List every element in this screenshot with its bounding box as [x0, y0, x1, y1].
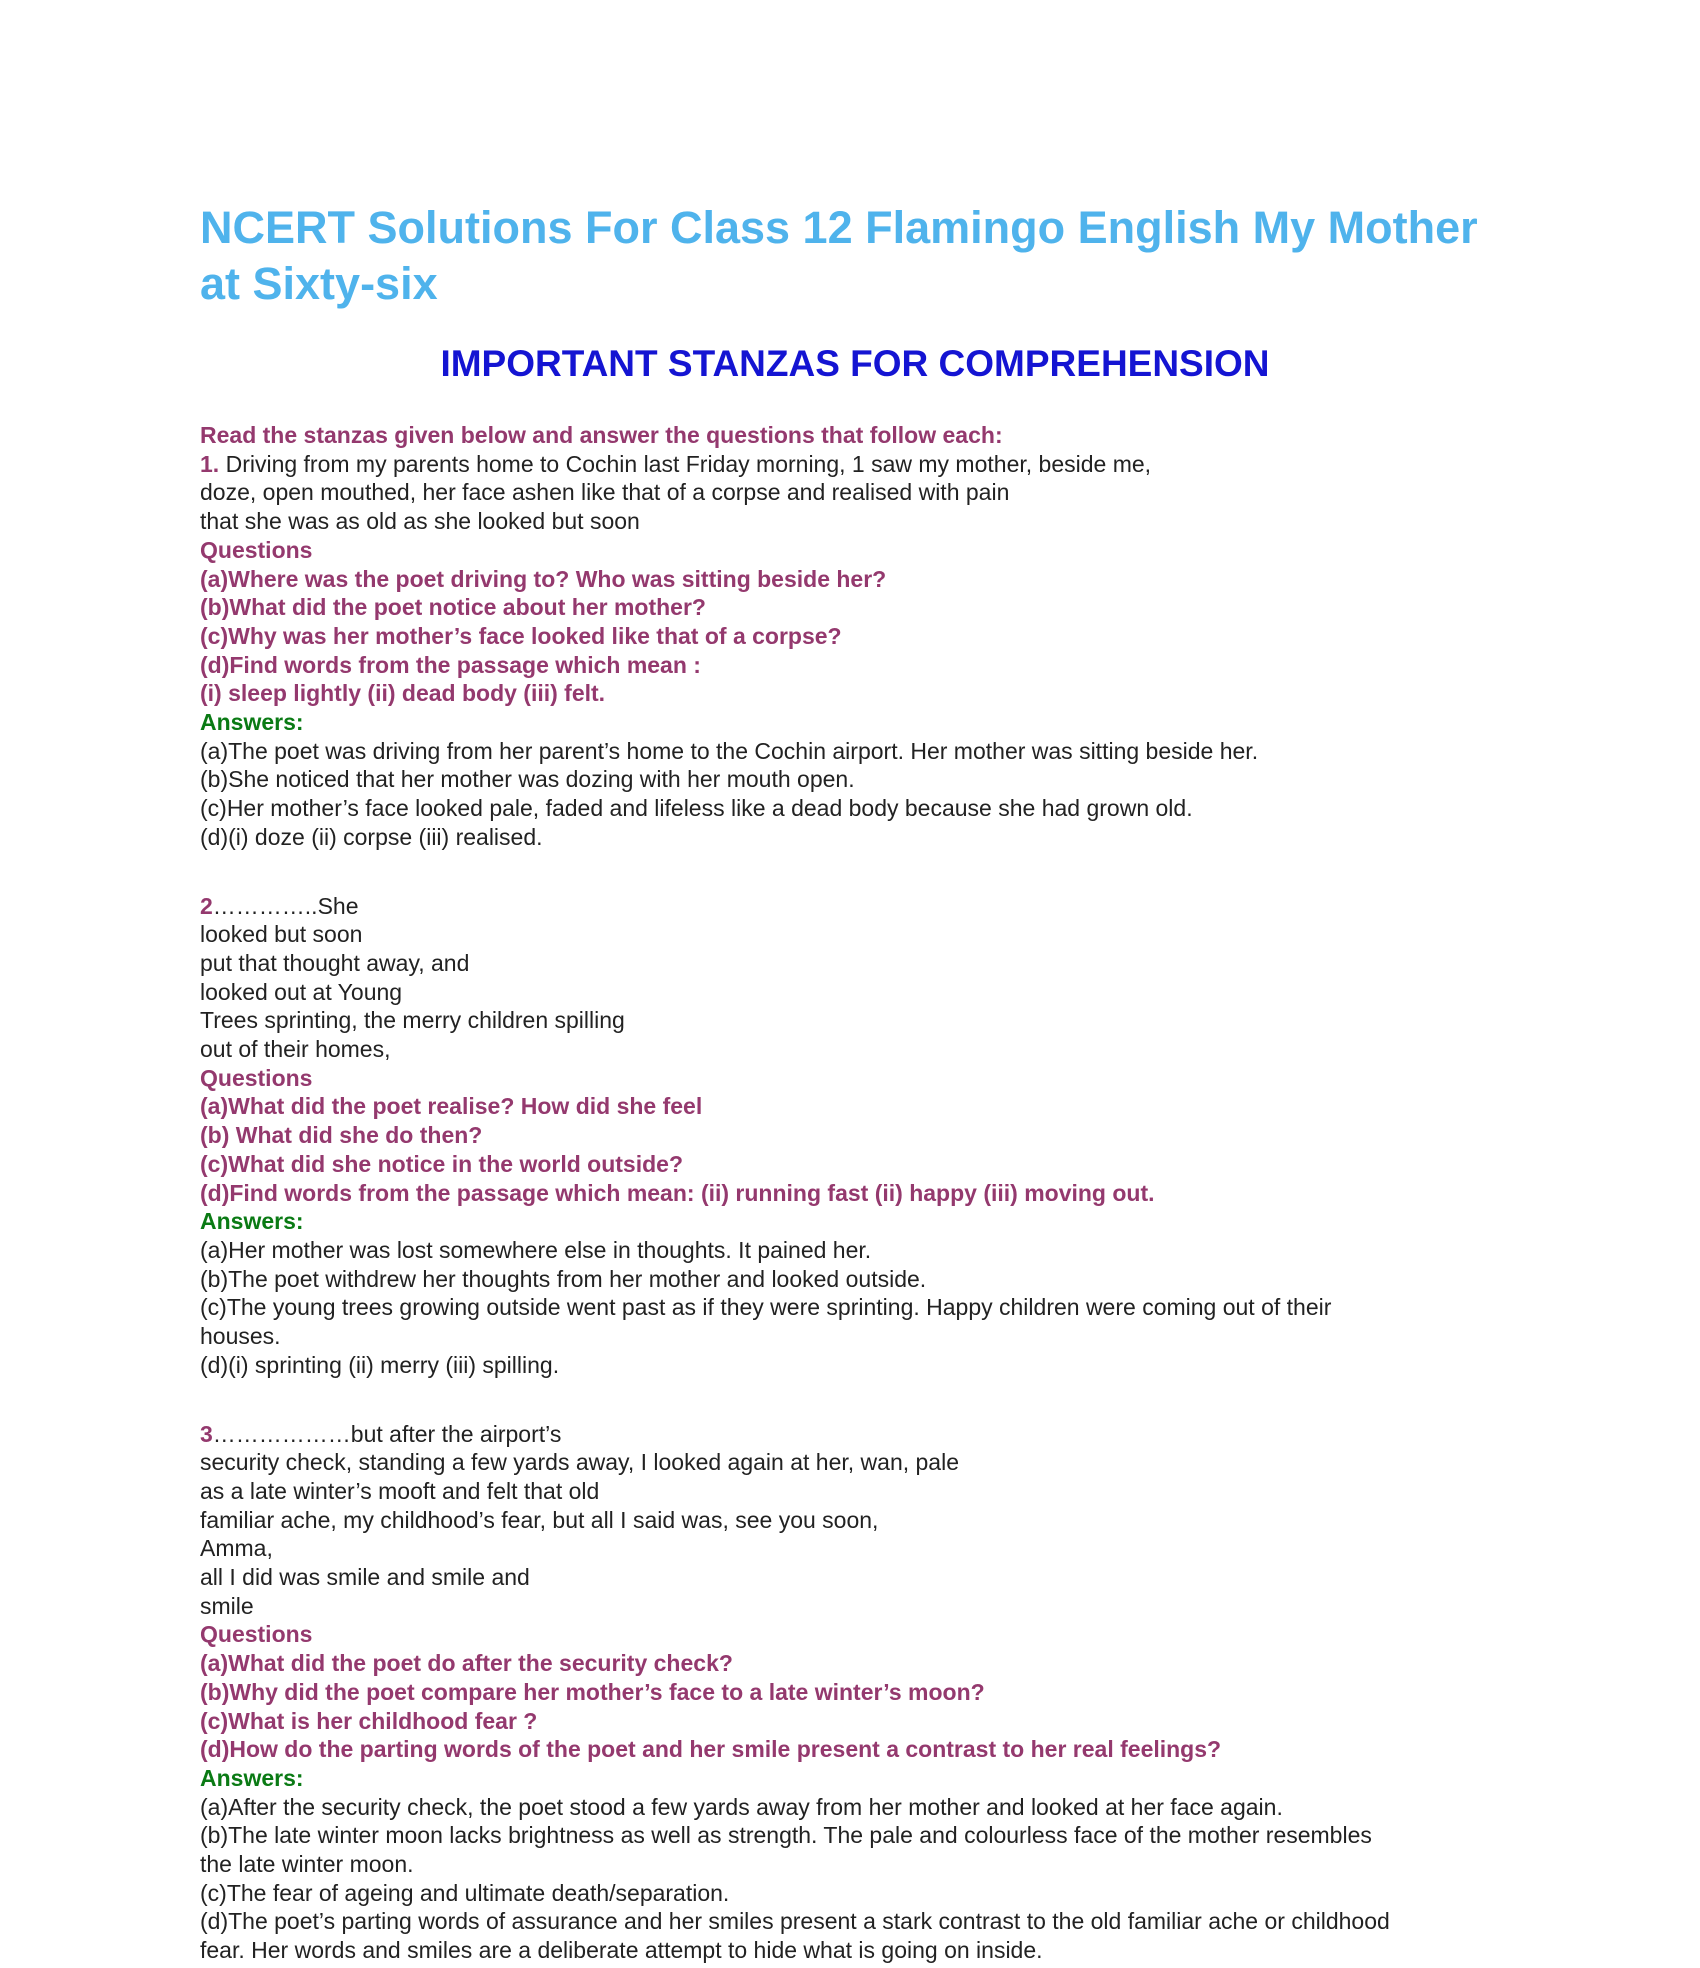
questions-label: Questions [200, 1621, 313, 1648]
answer: (d)(i) doze (ii) corpse (iii) realised. [200, 823, 543, 850]
answer: (a)The poet was driving from her parent’s home to the Cochin airport. Her mother was sitting beside her. [200, 737, 1259, 764]
question: (c)What is her childhood fear ? [200, 1707, 538, 1734]
stanza-line: familiar ache, my childhood’s fear, but all I said was, see you soon, [200, 1506, 879, 1533]
question: (a)What did the poet do after the security check? [200, 1650, 733, 1677]
answer: (b)The poet withdrew her thoughts from her mother and looked outside. [200, 1265, 927, 1292]
stanza-1 [200, 450, 1510, 852]
question: (b)What did the poet notice about her mother? [200, 594, 706, 621]
question: (b)Why did the poet compare her mother’s face to a late winter’s moon? [200, 1678, 985, 1705]
stanza-number: 3 [200, 1420, 213, 1447]
page-title: NCERT Solutions For Class 12 Flamingo English My Mother at Sixty-six [200, 202, 1478, 309]
stanza-2-first-line [200, 892, 1510, 921]
answer: (a)After the security check, the poet stood a few yards away from her mother and looked at her face again. [200, 1793, 1283, 1820]
stanza-3-first-line [200, 1420, 1510, 1449]
stanza-line: put that thought away, and [200, 949, 470, 976]
question: (b) What did she do then? [200, 1122, 483, 1149]
answer: (c)The fear of ageing and ultimate death/separation. [200, 1879, 730, 1906]
stanza-line: all I did was smile and smile and [200, 1564, 530, 1591]
document-page [200, 200, 1510, 1965]
answer: (c)Her mother’s face looked pale, faded and lifeless like a dead body because she had grown old. [200, 795, 1193, 822]
stanza-text: …………..She [212, 892, 359, 919]
stanza-line: Trees sprinting, the merry children spilling [200, 1007, 625, 1034]
stanza-line: looked out at Young [200, 978, 403, 1005]
stanza-line: that she was as old as she looked but soon [200, 508, 640, 535]
stanza-number: 1. [200, 450, 220, 477]
answer: the late winter moon. [200, 1851, 414, 1878]
stanza-line: as a late winter’s mooft and felt that old [200, 1477, 600, 1504]
answer: (b)The late winter moon lacks brightness as well as strength. The pale and colourless face of the mother resembles [200, 1822, 1372, 1849]
answer: (b)She noticed that her mother was dozing with her mouth open. [200, 766, 855, 793]
question: (d)Find words from the passage which mean : [200, 651, 701, 678]
instruction-text: Read the stanzas given below and answer the questions that follow each: [200, 422, 1003, 448]
stanza-text: Driving from my parents home to Cochin last Friday morning, 1 saw my mother, beside me, [219, 450, 1152, 477]
question: (c)Why was her mother’s face looked like that of a corpse? [200, 622, 842, 649]
stanza-3 [200, 1420, 1510, 1965]
question: (a)Where was the poet driving to? Who was sitting beside her? [200, 565, 887, 592]
spacer [200, 1380, 1510, 1420]
stanza-text: ………………but after the airport’s [212, 1420, 562, 1447]
stanza-line: looked but soon [200, 921, 363, 948]
questions-label: Questions [200, 536, 313, 563]
answer: (c)The young trees growing outside went past as if they were sprinting. Happy children were coming out of their [200, 1294, 1332, 1321]
answers-label: Answers: [200, 1208, 304, 1235]
stanza-2 [200, 892, 1510, 1380]
question: (i) sleep lightly (ii) dead body (iii) felt. [200, 680, 606, 707]
question: (c)What did she notice in the world outside? [200, 1150, 683, 1177]
stanza-line: out of their homes, [200, 1036, 391, 1063]
stanza-line: security check, standing a few yards away, I looked again at her, wan, pale [200, 1449, 959, 1476]
spacer [200, 852, 1510, 892]
stanza-1-first-line [200, 450, 1510, 479]
stanza-line: doze, open mouthed, her face ashen like that of a corpse and realised with pain [200, 479, 1010, 506]
answers-label: Answers: [200, 1764, 304, 1791]
stanza-line: Amma, [200, 1535, 273, 1562]
answer: (a)Her mother was lost somewhere else in thoughts. It pained her. [200, 1236, 872, 1263]
answer: fear. Her words and smiles are a deliberate attempt to hide what is going on inside. [200, 1937, 1043, 1964]
answer: (d)(i) sprinting (ii) merry (iii) spilling. [200, 1351, 560, 1378]
answer: houses. [200, 1323, 281, 1350]
stanza-line: smile [200, 1592, 254, 1619]
questions-label: Questions [200, 1064, 313, 1091]
section-heading: IMPORTANT STANZAS FOR COMPREHENSION [440, 343, 1270, 384]
question: (a)What did the poet realise? How did she feel [200, 1093, 703, 1120]
stanza-number: 2 [200, 892, 213, 919]
answers-label: Answers: [200, 709, 304, 736]
question: (d)How do the parting words of the poet and her smile present a contrast to her real feelings? [200, 1736, 1222, 1763]
answer: (d)The poet’s parting words of assurance and her smiles present a stark contrast to the old familiar ache or childhood [200, 1908, 1390, 1935]
question: (d)Find words from the passage which mean: (ii) running fast (ii) happy (iii) moving out. [200, 1179, 1155, 1206]
